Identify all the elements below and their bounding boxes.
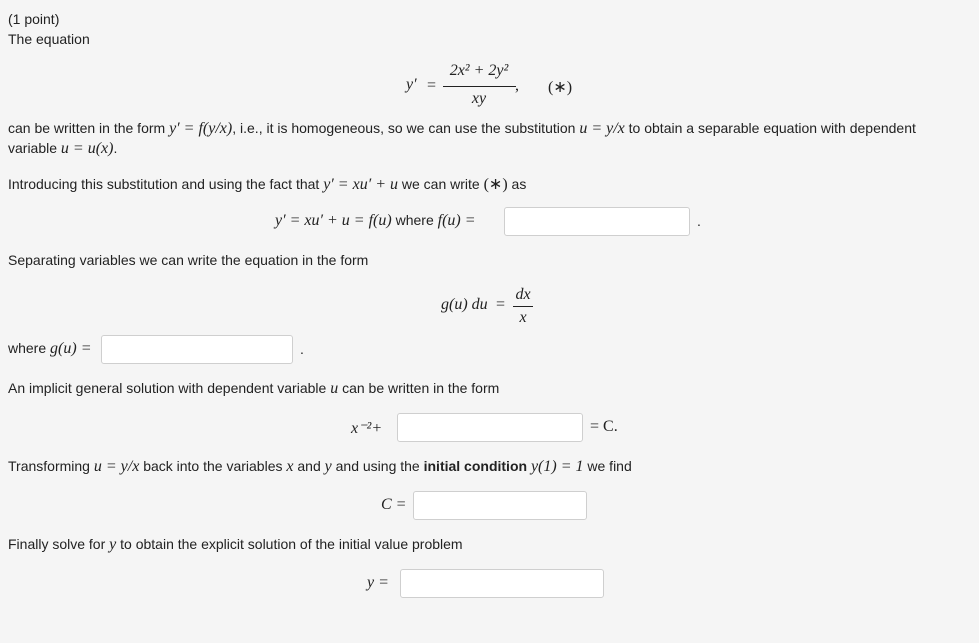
separable-denominator: x [519, 309, 527, 326]
p5-bold-initial-condition: initial condition [423, 458, 528, 474]
p2-text-a: Introducing this substitution and using the fact that [8, 176, 320, 192]
f-of-u-input[interactable] [504, 207, 690, 236]
c-label: C = [381, 496, 407, 513]
implicit-solution-input[interactable] [397, 413, 583, 442]
p2-text-c: as [511, 176, 527, 192]
p1-line2-period: . [113, 140, 118, 156]
p1-text-b: , i.e., it is homogeneous, so we can use the substitution [232, 120, 576, 136]
paragraph-homogeneous-line1 [8, 120, 916, 138]
separable-lhs: g(u) du [441, 296, 488, 313]
p1-text-c: to obtain a separable equation with dependent [628, 120, 916, 136]
step-f-of-u [275, 212, 476, 230]
p6-text-a: Finally solve for [8, 536, 106, 552]
p2-text-b: we can write [401, 176, 480, 192]
p5-text-b: back into the variables [143, 458, 283, 474]
step1-math-b: f(u) = [437, 212, 476, 229]
step-g-of-u [8, 340, 91, 358]
step2-text: where [8, 340, 47, 356]
step1-math-a: y′ = xu′ + u = f(u) [275, 212, 392, 229]
separable-numerator: dx [515, 286, 531, 303]
p5-text-e: we find [587, 458, 632, 474]
p6-math: y [109, 536, 117, 553]
implicit-suffix: = C. [590, 418, 618, 435]
points-label: (1 point) [8, 11, 60, 27]
y-value-input[interactable] [400, 569, 604, 598]
implicit-prefix: x⁻²+ [351, 420, 383, 437]
paragraph-substitution [8, 174, 526, 194]
equation-numerator: 2x² + 2y² [449, 62, 509, 79]
separable-fraction-bar [513, 306, 533, 307]
equation-tag: (∗) [548, 79, 573, 96]
equation-denominator: xy [471, 90, 487, 107]
g-of-u-input[interactable] [101, 335, 293, 364]
p2-tag: (∗) [483, 176, 508, 193]
separable-equals: = [496, 296, 506, 313]
equation-lhs: y′ [406, 76, 417, 93]
p4-math: u [330, 380, 339, 397]
c-value-input[interactable] [413, 491, 587, 520]
p5-text-a: Transforming [8, 458, 90, 474]
p1-text-a: can be written in the form [8, 120, 166, 136]
p5-text-d: and using the [335, 458, 420, 474]
y-label: y = [367, 574, 389, 591]
p5-math4: y(1) = 1 [530, 458, 584, 475]
paragraph-transforming [8, 458, 632, 476]
paragraph-implicit [8, 380, 499, 398]
intro-text: The equation [8, 31, 90, 47]
step2-period: . [300, 341, 304, 357]
equation-equals: = [427, 77, 437, 94]
paragraph-explicit [8, 536, 463, 554]
p1-math-substitution: u = y/x [579, 120, 625, 137]
p1-math-form: y′ = f(y/x) [169, 120, 233, 137]
p6-text-b: to obtain the explicit solution of the initial value problem [120, 536, 463, 552]
p2-math: y′ = xu′ + u [323, 176, 398, 193]
p5-math1: u = y/x [93, 458, 140, 475]
p4-text-b: can be written in the form [342, 380, 500, 396]
step1-period: . [697, 213, 701, 229]
equation-fraction-bar [443, 86, 516, 87]
p5-math2: x [286, 458, 294, 475]
p5-text-c: and [297, 458, 321, 474]
paragraph-separating: Separating variables we can write the equation in the form [8, 252, 369, 268]
step2-math: g(u) = [50, 340, 92, 357]
equation-comma: , [515, 77, 519, 94]
paragraph-homogeneous-line2 [8, 140, 117, 158]
step1-text: where [395, 212, 434, 228]
p4-text-a: An implicit general solution with dependent variable [8, 380, 327, 396]
p5-math3: y [324, 458, 332, 475]
p1-line2-math: u = u(x) [60, 140, 114, 157]
p1-line2-text: variable [8, 140, 58, 156]
